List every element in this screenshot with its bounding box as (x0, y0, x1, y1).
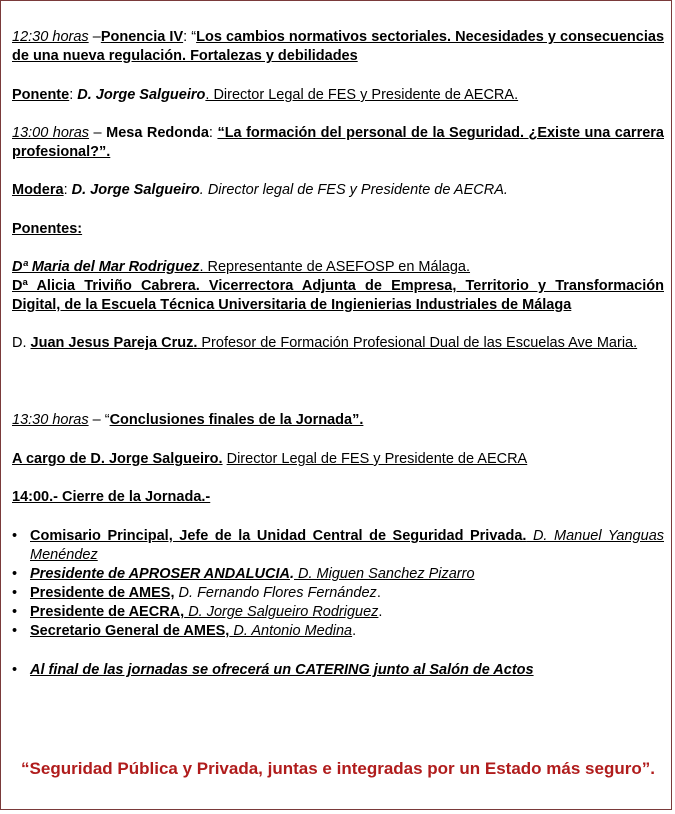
catering-note: Al final de las jornadas se ofrecerá un CATERING junto al Salón de Actos (30, 662, 534, 678)
session-title: 14:00.- Cierre de la Jornada.- (12, 489, 211, 505)
moderator-role: . Director legal de FES y Presidente de AECRA. (199, 182, 508, 198)
session-colon: : (208, 125, 218, 141)
panelist-name: Dª Alicia Triviño Cabrera. Vicerrectora Adjunta de Empresa, Territorio y Transformación Digital, de la Escuela Técnica Universitaria de Ingienierias Industriales de Málaga (12, 278, 664, 313)
session-time: 13:00 horas (12, 125, 90, 141)
panelist-name: Dª Maria del Mar Rodriguez (12, 259, 200, 275)
speaker-label: Ponente (12, 87, 70, 103)
session-ponencia-iv (12, 28, 664, 66)
speaker-colon: : (69, 87, 78, 103)
list-item (12, 565, 664, 584)
session-title: “La formación del personal de la Seguridad. ¿Existe una carrera profesional?”. (12, 125, 664, 160)
panelist-1 (12, 258, 664, 277)
charge-label: A cargo de D. Jorge Salgueiro. (12, 451, 223, 467)
closing-title: Presidente de AMES, (30, 585, 175, 601)
closing-name: D. Jorge Salgueiro Rodriguez (184, 604, 379, 620)
list-item (12, 661, 664, 680)
session-mesa-redonda (12, 124, 664, 162)
moderator-name: D. Jorge Salgueiro (71, 182, 200, 198)
session-dash: – (88, 412, 105, 428)
closing-title: Presidente de AECRA, (30, 604, 185, 620)
session-colon: : (183, 29, 192, 45)
speaker-role-link[interactable]: . Director Legal de FES y Presidente de AECRA. (205, 87, 519, 103)
closing-name: D. Miguen Sanchez Pizarro (294, 566, 475, 582)
panelist-3 (12, 334, 664, 353)
list-item (12, 527, 664, 565)
session-dash: – (88, 29, 101, 45)
closing-title: Comisario Principal, Jefe de la Unidad Central de Seguridad Privada. (30, 528, 527, 544)
session-time: 13:30 horas (12, 412, 89, 428)
closing-sep: . (289, 566, 294, 582)
moderator-colon: : (63, 182, 72, 198)
closing-title: Secretario General de AMES, (30, 623, 230, 639)
panelist-name: Juan Jesus Pareja Cruz. (30, 335, 198, 351)
session-title: Los cambios normativos sectoriales. Necesidades y consecuencias de una nueva regulación. Fortalezas y debilidades (12, 29, 665, 64)
list-item (12, 622, 664, 641)
panelist-prefix: D. (12, 335, 31, 351)
panelist-role: Profesor de Formación Profesional Dual de las Escuelas Ave Maria. (197, 335, 638, 351)
closing-title: Presidente de APROSER ANDALUCIA (30, 566, 290, 582)
panelists-label: Ponentes: (12, 221, 83, 237)
session-type: Mesa Redonda (106, 125, 209, 141)
session-dash: – (89, 125, 107, 141)
panelist-2 (12, 277, 664, 315)
charge-line (12, 450, 664, 469)
quote-open: “ (104, 412, 110, 428)
quote-open: “ (191, 29, 197, 45)
speaker-name: D. Jorge Salgueiro (77, 87, 206, 103)
slogan-quote-open: “ (21, 759, 30, 778)
charge-role-link[interactable]: Director Legal de FES y Presidente de AECRA (226, 451, 528, 467)
session-cierre (12, 488, 664, 507)
closing-end: . (352, 623, 357, 639)
panelist-role-link[interactable]: . Representante de ASEFOSP en Málaga. (199, 259, 471, 275)
closing-name: D. Fernando Flores Fernández (174, 585, 377, 601)
session-conclusiones (12, 411, 664, 430)
session-type: Ponencia IV (100, 29, 184, 45)
slogan-quote-close: ”. (641, 759, 655, 778)
session-title: Conclusiones finales de la Jornada”. (109, 412, 364, 428)
closing-end: . (378, 604, 383, 620)
panelists-heading (12, 220, 664, 239)
closing-name: D. Antonio Medina (229, 623, 353, 639)
session-time: 12:30 horas (12, 29, 89, 45)
catering-list (12, 661, 664, 680)
slogan (12, 758, 664, 780)
list-item (12, 584, 664, 603)
moderator-line (12, 181, 664, 200)
closing-end: . (376, 585, 381, 601)
closing-name: D. Manuel Yanguas Menéndez (30, 528, 665, 563)
slogan-text: Seguridad Pública y Privada, juntas e integradas por un Estado más seguro (29, 759, 642, 778)
speaker-line (12, 86, 664, 105)
list-item (12, 603, 664, 622)
closing-list (12, 527, 664, 641)
moderator-label: Modera (12, 182, 64, 198)
